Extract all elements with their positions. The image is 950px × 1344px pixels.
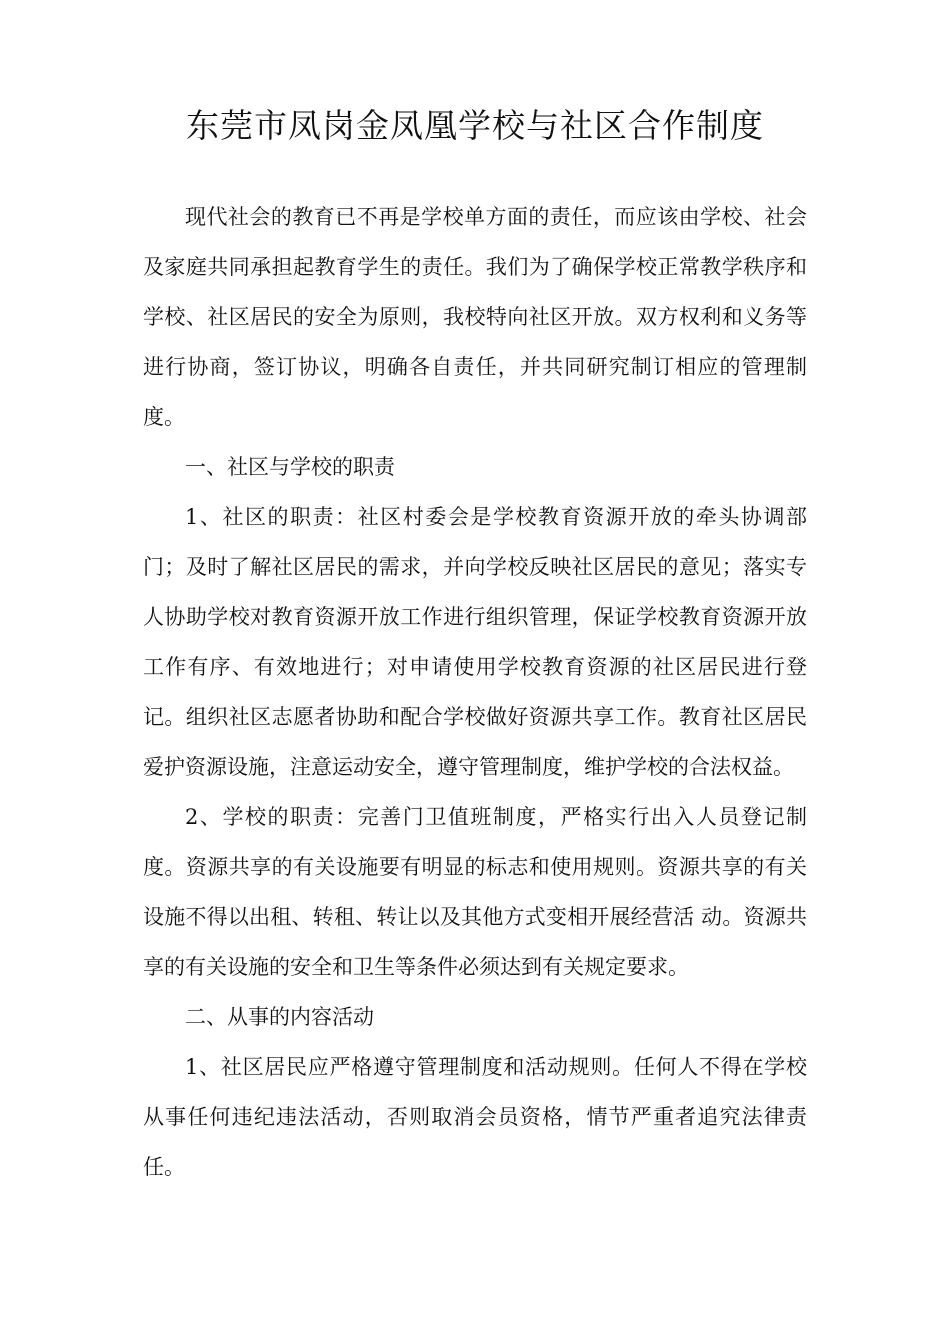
document-title: 东莞市凤岗金凤凰学校与社区合作制度 bbox=[186, 106, 764, 145]
section-heading-1: 一、社区与学校的职责 bbox=[185, 455, 395, 479]
paragraph-school-duties: 2、学校的职责：完善门卫值班制度，严格实行出入人员登记制度。资源共享的有关设施要有明显的标志和使用规则。资源共享的有关设施不得以出租、转租、转让以及其他方式变相开展经营活 动。资源共享的有关设施的安全和卫生等条件必须达到有关规定要求。 bbox=[143, 805, 807, 979]
paragraph-community-duties: 1、社区的职责：社区村委会是学校教育资源开放的牵头协调部门；及时了解社区居民的需求，并向学校反映社区居民的意见；落实专人协助学校对教育资源开放工作进行组织管理，保证学校教育资源开放工作有序、有效地进行；对申请使用学校教育资源的社区居民进行登记。组织社区志愿者协助和配合学校做好资源共享工作。教育社区居民爱护资源设施，注意运动安全，遵守管理制度，维护学校的合法权益。 bbox=[143, 505, 807, 779]
paragraph-resident-rules: 1、社区居民应严格遵守管理制度和活动规则。任何人不得在学校从事任何违纪违法活动，否则取消会员资格，情节严重者追究法律责任。 bbox=[143, 1055, 807, 1179]
section-heading-2: 二、从事的内容活动 bbox=[185, 1005, 374, 1029]
document-body bbox=[143, 192, 807, 1192]
paragraph-intro: 现代社会的教育已不再是学校单方面的责任，而应该由学校、社会及家庭共同承担起教育学生的责任。我们为了确保学校正常教学秩序和学校、社区居民的安全为原则，我校特向社区开放。双方权利和义务等进行协商，签订协议，明确各自责任，并共同研究制订相应的管理制度。 bbox=[143, 205, 807, 429]
